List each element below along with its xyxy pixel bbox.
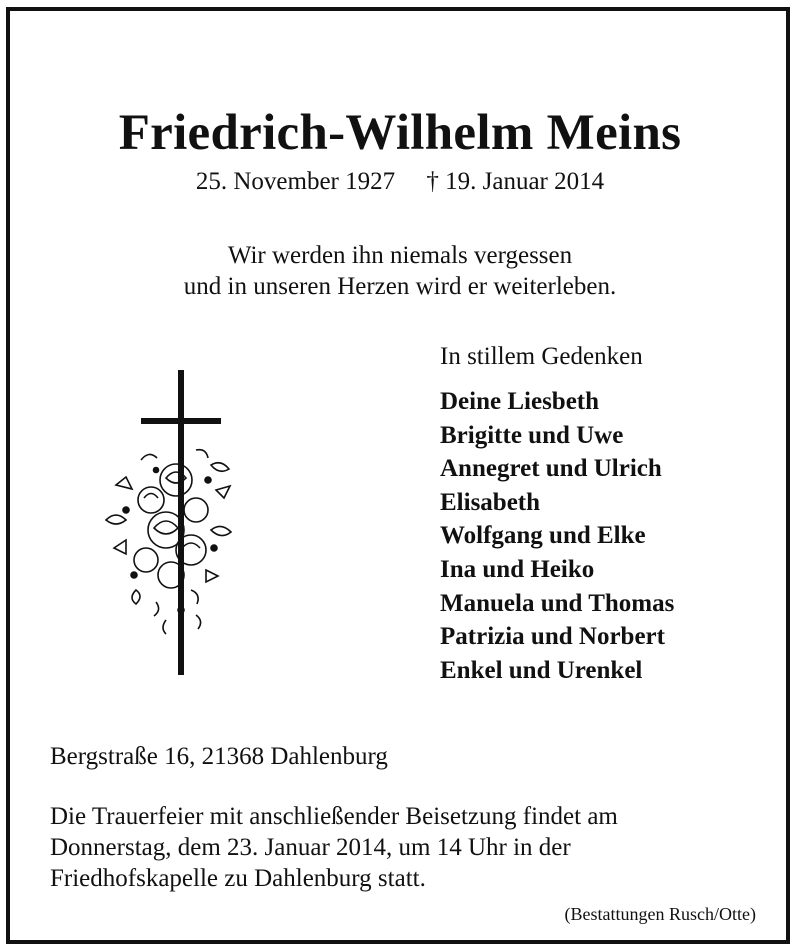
mourner-name: Annegret und Ulrich [440, 455, 662, 483]
ceremony-details [50, 801, 618, 894]
verse-line: und in unseren Herzen wird er weiterleben. [183, 273, 617, 300]
undertaker-credit: (Bestattungen Rusch/Otte) [564, 904, 756, 924]
mourner-name: Manuela und Thomas [440, 589, 675, 617]
verse-line: Wir werden ihn niemals vergessen [227, 242, 573, 269]
deceased-name: Friedrich-Wilhelm Meins [118, 105, 682, 161]
mourner-name: Ina und Heiko [440, 555, 595, 583]
cross-with-roses-icon [96, 370, 241, 680]
ceremony-line: Donnerstag, dem 23. Januar 2014, um 14 Uhr in der [50, 834, 571, 861]
mourners-list [440, 385, 674, 687]
mourner-name: Wolfgang und Elke [440, 522, 646, 550]
mourner-name: Patrizia und Norbert [440, 623, 665, 651]
mourner-name: Elisabeth [440, 488, 541, 516]
mourner-name: Brigitte und Uwe [440, 421, 624, 449]
mourner-name: Deine Liesbeth [440, 388, 600, 415]
mourner-name: Enkel und Urenkel [440, 656, 643, 684]
family-address: Bergstraße 16, 21368 Dahlenburg [50, 743, 388, 770]
life-dates: 25. November 1927 † 19. Januar 2014 [195, 168, 605, 195]
ceremony-line: Friedhofskapelle zu Dahlenburg statt. [50, 865, 426, 892]
mourners-intro: In stillem Gedenken [440, 343, 643, 370]
memorial-verse [0, 240, 800, 302]
ceremony-line: Die Trauerfeier mit anschließender Beisetzung findet am [50, 803, 618, 830]
